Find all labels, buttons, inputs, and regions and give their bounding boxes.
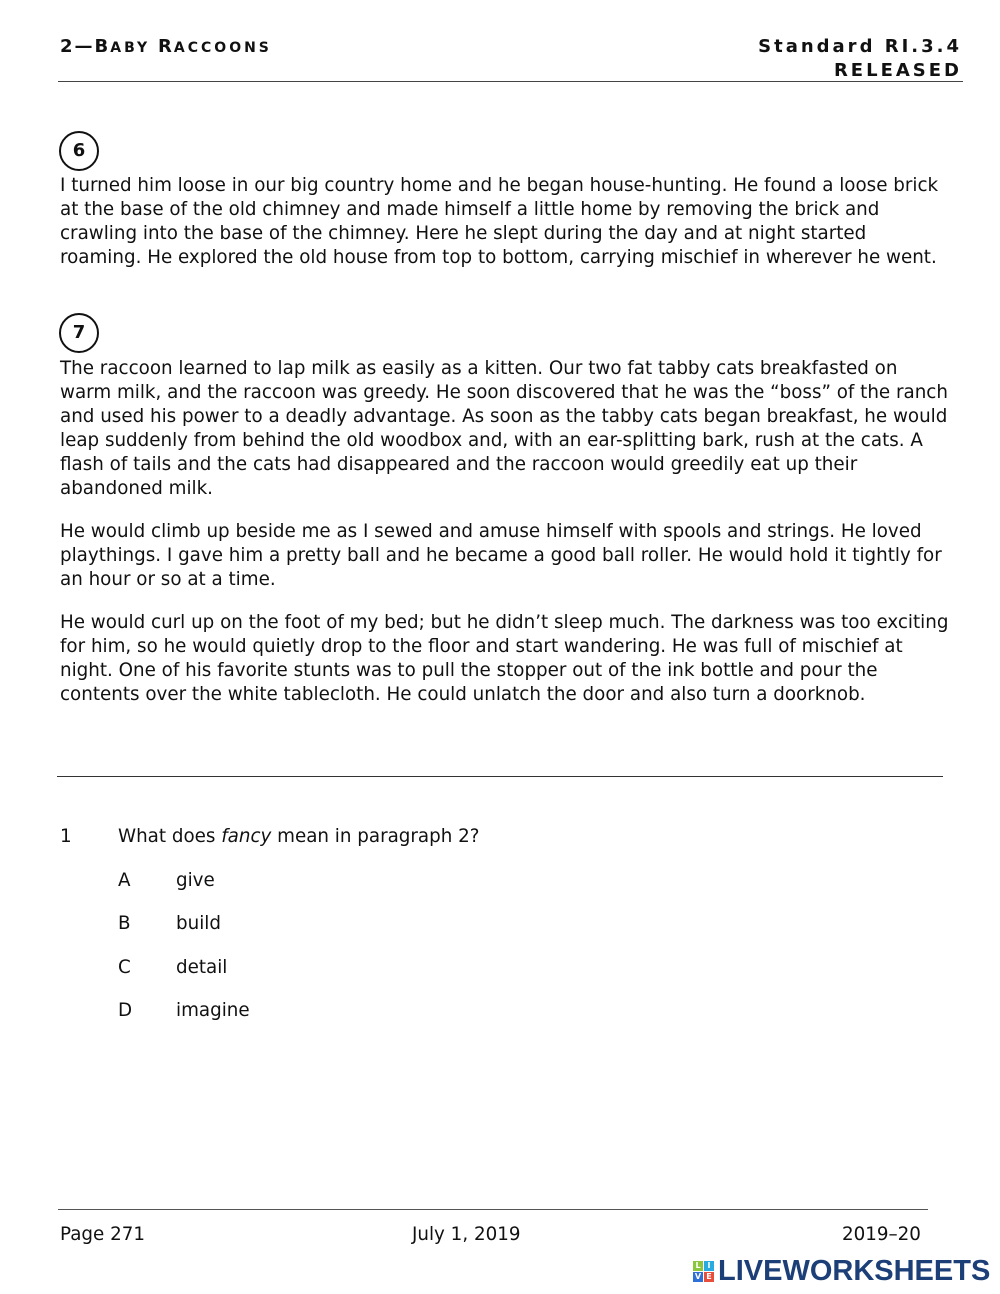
page-number: Page 271 (60, 1224, 145, 1245)
page-header-standard (758, 35, 962, 83)
title-letter: R (158, 36, 174, 57)
paragraph-number-badge: 7 (59, 313, 99, 353)
option-c-letter[interactable]: C (118, 957, 131, 978)
page-header-title (60, 36, 272, 57)
stem-text: mean in paragraph 2? (271, 826, 480, 847)
header-divider (58, 81, 963, 82)
option-d-text[interactable]: imagine (176, 1000, 250, 1021)
logo-tiles-icon (693, 1261, 714, 1282)
option-a-text[interactable]: give (176, 870, 215, 891)
header-number: 2— (60, 36, 95, 57)
logo-tile: L (693, 1261, 703, 1271)
option-b-text[interactable]: build (176, 913, 221, 934)
standard-label: Standard RI.3.4 (758, 36, 962, 57)
passage-paragraph: He would climb up beside me as I sewed and amuse himself with spools and strings. He loved playthings. I gave him a pretty ball and he became a good ball roller. He would hold it tightly for an hour or so at a time. (60, 521, 942, 590)
footer-date: July 1, 2019 (412, 1224, 521, 1245)
option-a-letter[interactable]: A (118, 870, 131, 891)
option-c-text[interactable]: detail (176, 957, 228, 978)
logo-tile: E (704, 1272, 714, 1282)
logo-text: LIVEWORKSHEETS (718, 1255, 991, 1287)
paragraph-number-badge: 6 (59, 131, 99, 171)
footer-year: 2019–20 (842, 1224, 921, 1245)
passage-paragraph: He would curl up on the foot of my bed; but he didn’t sleep much. The darkness was too exciting for him, so he would quietly drop to the floor and start wandering. He was full of mischief at night. One of his favorite stunts was to pull the stopper out of the ink bottle and pour the contents over the white tablecloth. He could unlatch the door and also turn a doorknob. (60, 612, 949, 705)
passage-paragraph: The raccoon learned to lap milk as easily as a kitten. Our two fat tabby cats breakfasted on warm milk, and the raccoon was greedy. He soon discovered that he was the “boss” of the ranch and used his power to a deadly advantage. As soon as the tabby cats began breakfast, he would leap suddenly from behind the old woodbox and, with an ear-splitting bark, rush at the cats. A flash of tails and the cats had disappeared and the raccoon would greedily eat up their abandoned milk. (60, 358, 948, 499)
title-letter: B (94, 36, 111, 57)
question-number: 1 (60, 826, 72, 847)
section-divider (57, 776, 943, 777)
stem-text: What does (118, 826, 222, 847)
logo-tile: I (704, 1261, 714, 1271)
logo-tile: V (694, 1272, 702, 1281)
title-smallcaps: ACCOONS (173, 40, 272, 56)
option-d-letter[interactable]: D (118, 1000, 133, 1021)
liveworksheets-logo (693, 1255, 990, 1288)
footer-divider (58, 1209, 928, 1210)
question-stem (118, 826, 479, 847)
option-b-letter[interactable]: B (118, 913, 131, 934)
stem-target-word: fancy (221, 826, 272, 847)
release-status: RELEASED (833, 60, 962, 81)
passage-paragraph: I turned him loose in our big country home and he began house-hunting. He found a loose brick at the base of the old chimney and made himself a little home by removing the brick and crawling into the base of the chimney. Here he slept during the day and at night started roaming. He explored the old house from top to bottom, carrying mischief in wherever he went. (60, 175, 939, 268)
title-smallcaps: ABY (110, 40, 159, 56)
